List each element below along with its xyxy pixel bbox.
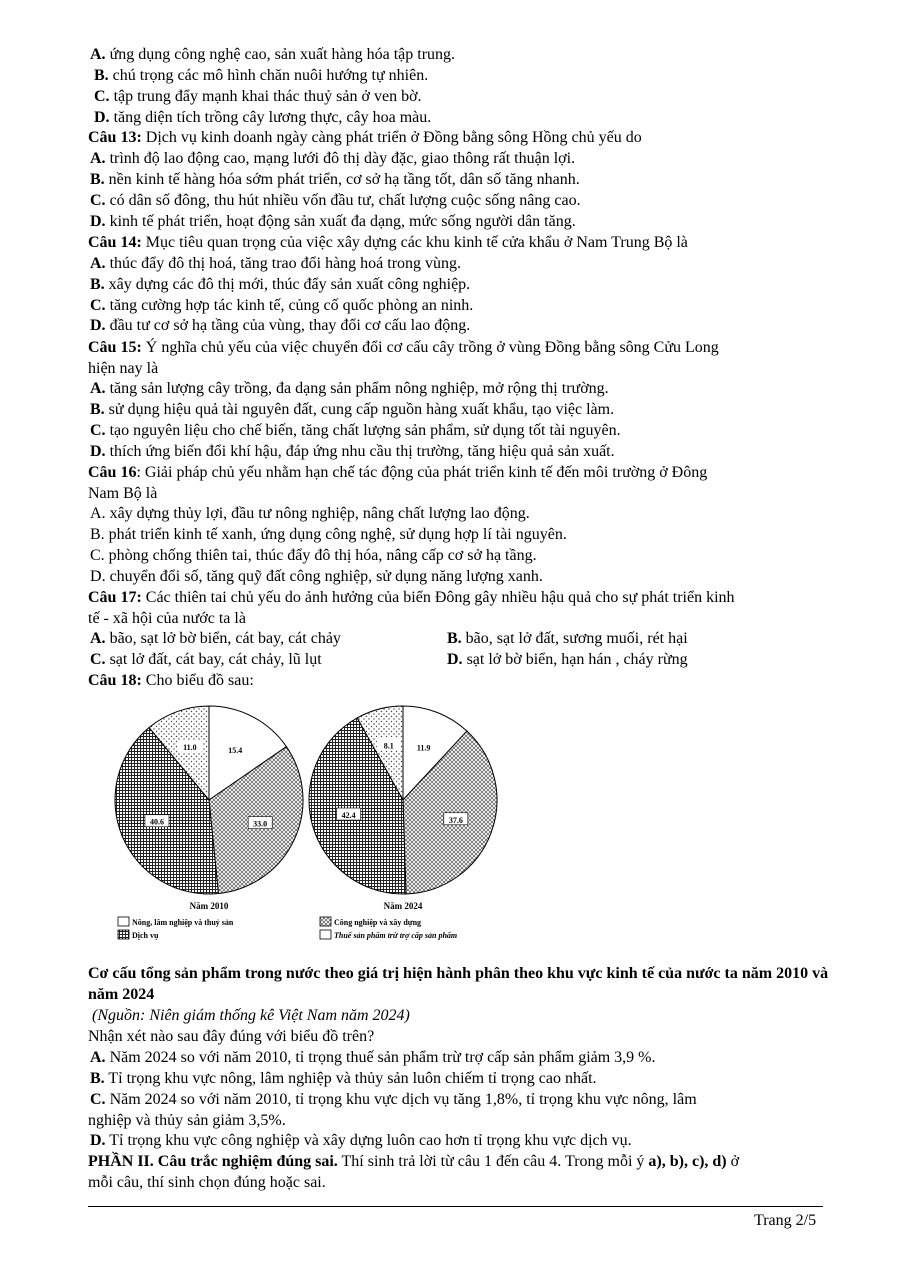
q14-option-b: B. xây dựng các đô thị mới, thúc đẩy sản xuất công nghiệp. bbox=[90, 276, 471, 293]
legend-label-industry: Công nghiệp và xây dựng bbox=[334, 918, 422, 927]
legend-swatch-agriculture bbox=[118, 917, 129, 926]
q17-option-b: B. bão, sạt lở đất, sương muối, rét hại bbox=[447, 630, 688, 647]
part2-heading: PHẦN II. Câu trắc nghiệm đúng sai. Thí sinh trả lời từ câu 1 đến câu 4. Trong mỗi ý a), b), c), d) ở bbox=[88, 1153, 740, 1170]
q17-stem-line1: Câu 17: Các thiên tai chủ yếu do ảnh hưởng của biển Đông gây nhiều hậu quả cho sự phát triển kinh bbox=[88, 589, 735, 606]
legend-swatch-taxes bbox=[320, 930, 331, 939]
q15-option-d: D. thích ứng biến đổi khí hậu, đáp ứng nhu cầu thị trường, tăng hiệu quả sản xuất. bbox=[90, 443, 615, 460]
legend-swatch-services bbox=[118, 930, 129, 939]
q12-option-c: C. tập trung đẩy mạnh khai thác thuỷ sản ở ven bờ. bbox=[94, 88, 422, 105]
q12-option-a: A. ứng dụng công nghệ cao, sản xuất hàng hóa tập trung. bbox=[90, 46, 456, 63]
q13-stem: Câu 13: Dịch vụ kinh doanh ngày càng phát triển ở Đồng bằng sông Hồng chủ yếu do bbox=[88, 129, 642, 146]
q15-option-b: B. sử dụng hiệu quả tài nguyên đất, cung cấp nguồn hàng xuất khẩu, tạo việc làm. bbox=[90, 401, 615, 418]
pie-label-2010-services: 40.6 bbox=[149, 817, 164, 827]
q18-question: Nhận xét nào sau đây đúng với biểu đồ trên? bbox=[88, 1028, 375, 1045]
pie-2024 bbox=[309, 706, 497, 894]
q16-option-a: A. xây dựng thủy lợi, đầu tư nông nghiệp, nâng chất lượng lao động. bbox=[90, 505, 530, 522]
pie-label-2024-services: 42.4 bbox=[341, 811, 356, 821]
pie-label-2024-agriculture: 11.9 bbox=[416, 743, 431, 753]
q12-option-d: D. tăng diện tích trồng cây lương thực, cây hoa màu. bbox=[94, 109, 432, 126]
legend-label-agriculture: Nông, lâm nghiệp và thuỷ sản bbox=[132, 918, 234, 927]
pie-label-2010-taxes: 11.0 bbox=[183, 742, 197, 752]
q18-stem: Câu 18: Cho biểu đồ sau: bbox=[88, 672, 254, 689]
q16-option-c: C. phòng chống thiên tai, thúc đẩy đô thị hóa, nâng cấp cơ sở hạ tầng. bbox=[90, 547, 537, 564]
footer-divider bbox=[88, 1206, 823, 1207]
q15-stem-line1: Câu 15: Ý nghĩa chủ yếu của việc chuyển đổi cơ cấu cây trồng ở vùng Đồng bằng sông Cửu Long bbox=[88, 339, 719, 356]
q17-option-a: A. bão, sạt lở bờ biển, cát bay, cát chảy bbox=[90, 630, 341, 647]
q17-stem-line2: tế - xã hội của nước ta là bbox=[88, 610, 246, 627]
q15-option-a: A. tăng sản lượng cây trồng, đa dạng sản phẩm nông nghiệp, mở rộng thị trường. bbox=[90, 380, 609, 397]
q12-option-b: B. chú trọng các mô hình chăn nuôi hướng tự nhiên. bbox=[94, 67, 429, 84]
q18-option-d: D. Tỉ trọng khu vực công nghiệp và xây dựng luôn cao hơn tỉ trọng khu vực dịch vụ. bbox=[90, 1132, 632, 1149]
pie-chart-figure bbox=[110, 700, 520, 950]
q17-option-d: D. sạt lở bờ biển, hạn hán , cháy rừng bbox=[447, 651, 688, 668]
q15-option-c: C. tạo nguyên liệu cho chế biến, tăng chất lượng sản phẩm, sử dụng tốt tài nguyên. bbox=[90, 422, 621, 439]
q16-stem-line1: Câu 16: Giải pháp chủ yếu nhằm hạn chế tác động của phát triển kinh tế đến môi trường ở Đông bbox=[88, 464, 708, 481]
q14-option-a: A. thúc đẩy đô thị hoá, tăng trao đổi hàng hoá trong vùng. bbox=[90, 255, 462, 272]
q13-option-c: C. có dân số đông, thu hút nhiều vốn đầu tư, chất lượng cuộc sống nâng cao. bbox=[90, 192, 581, 209]
part2-line2: mỗi câu, thí sinh chọn đúng hoặc sai. bbox=[88, 1174, 326, 1191]
q18-option-a: A. Năm 2024 so với năm 2010, tỉ trọng thuế sản phẩm trừ trợ cấp sản phẩm giảm 3,9 %. bbox=[90, 1049, 656, 1066]
q18-option-c-cont: nghiệp và thủy sản giảm 3,5%. bbox=[88, 1112, 286, 1129]
chart-source: (Nguồn: Niên giám thống kê Việt Nam năm 2024) bbox=[92, 1007, 410, 1024]
pie-label-2024-industry: 37.6 bbox=[448, 815, 463, 825]
q16-option-d: D. chuyển đổi số, tăng quỹ đất công nghiệp, sử dụng năng lượng xanh. bbox=[90, 568, 543, 585]
pie-title-2024: Năm 2024 bbox=[383, 901, 423, 911]
q14-stem: Câu 14: Mục tiêu quan trọng của việc xây dựng các khu kinh tế cửa khẩu ở Nam Trung Bộ là bbox=[88, 234, 688, 251]
q15-stem-line2: hiện nay là bbox=[88, 360, 159, 377]
q18-option-b: B. Tỉ trọng khu vực nông, lâm nghiệp và thủy sản luôn chiếm tỉ trọng cao nhất. bbox=[90, 1070, 597, 1087]
q13-option-d: D. kinh tế phát triển, hoạt động sản xuất đa dạng, mức sống người dân tăng. bbox=[90, 213, 576, 230]
legend-swatch-industry bbox=[320, 917, 331, 926]
pie-title-2010: Năm 2010 bbox=[189, 901, 229, 911]
pie-2010 bbox=[115, 706, 303, 894]
q14-option-d: D. đầu tư cơ sở hạ tầng của vùng, thay đổi cơ cấu lao động. bbox=[90, 317, 471, 334]
pie-label-2010-agriculture: 15.4 bbox=[228, 746, 243, 756]
pie-label-2024-taxes: 8.1 bbox=[383, 741, 394, 751]
pie-label-2010-industry: 33.0 bbox=[253, 819, 268, 829]
q13-option-a: A. trình độ lao động cao, mạng lưới đô thị dày đặc, giao thông rất thuận lợi. bbox=[90, 150, 576, 167]
q16-option-b: B. phát triển kinh tế xanh, ứng dụng công nghệ, sử dụng hợp lí tài nguyên. bbox=[90, 526, 567, 543]
q18-option-c: C. Năm 2024 so với năm 2010, tỉ trọng khu vực dịch vụ tăng 1,8%, tỉ trọng khu vực nông, lâm bbox=[90, 1091, 697, 1108]
q14-option-c: C. tăng cường hợp tác kinh tế, củng cố quốc phòng an ninh. bbox=[90, 297, 474, 314]
chart-caption: Cơ cấu tổng sản phẩm trong nước theo giá trị hiện hành phân theo khu vực kinh tế của nước ta năm 2010 và năm 2024 bbox=[88, 965, 829, 1003]
q13-option-b: B. nền kinh tế hàng hóa sớm phát triển, cơ sở hạ tầng tốt, dân số tăng nhanh. bbox=[90, 171, 580, 188]
q17-option-c: C. sạt lở đất, cát bay, cát chảy, lũ lụt bbox=[90, 651, 322, 668]
legend-label-services: Dịch vụ bbox=[132, 931, 159, 940]
page-number: Trang 2/5 bbox=[754, 1212, 817, 1229]
legend-label-taxes: Thuế sản phẩm trừ trợ cấp sản phẩm bbox=[334, 931, 458, 940]
q16-stem-line2: Nam Bộ là bbox=[88, 485, 158, 502]
